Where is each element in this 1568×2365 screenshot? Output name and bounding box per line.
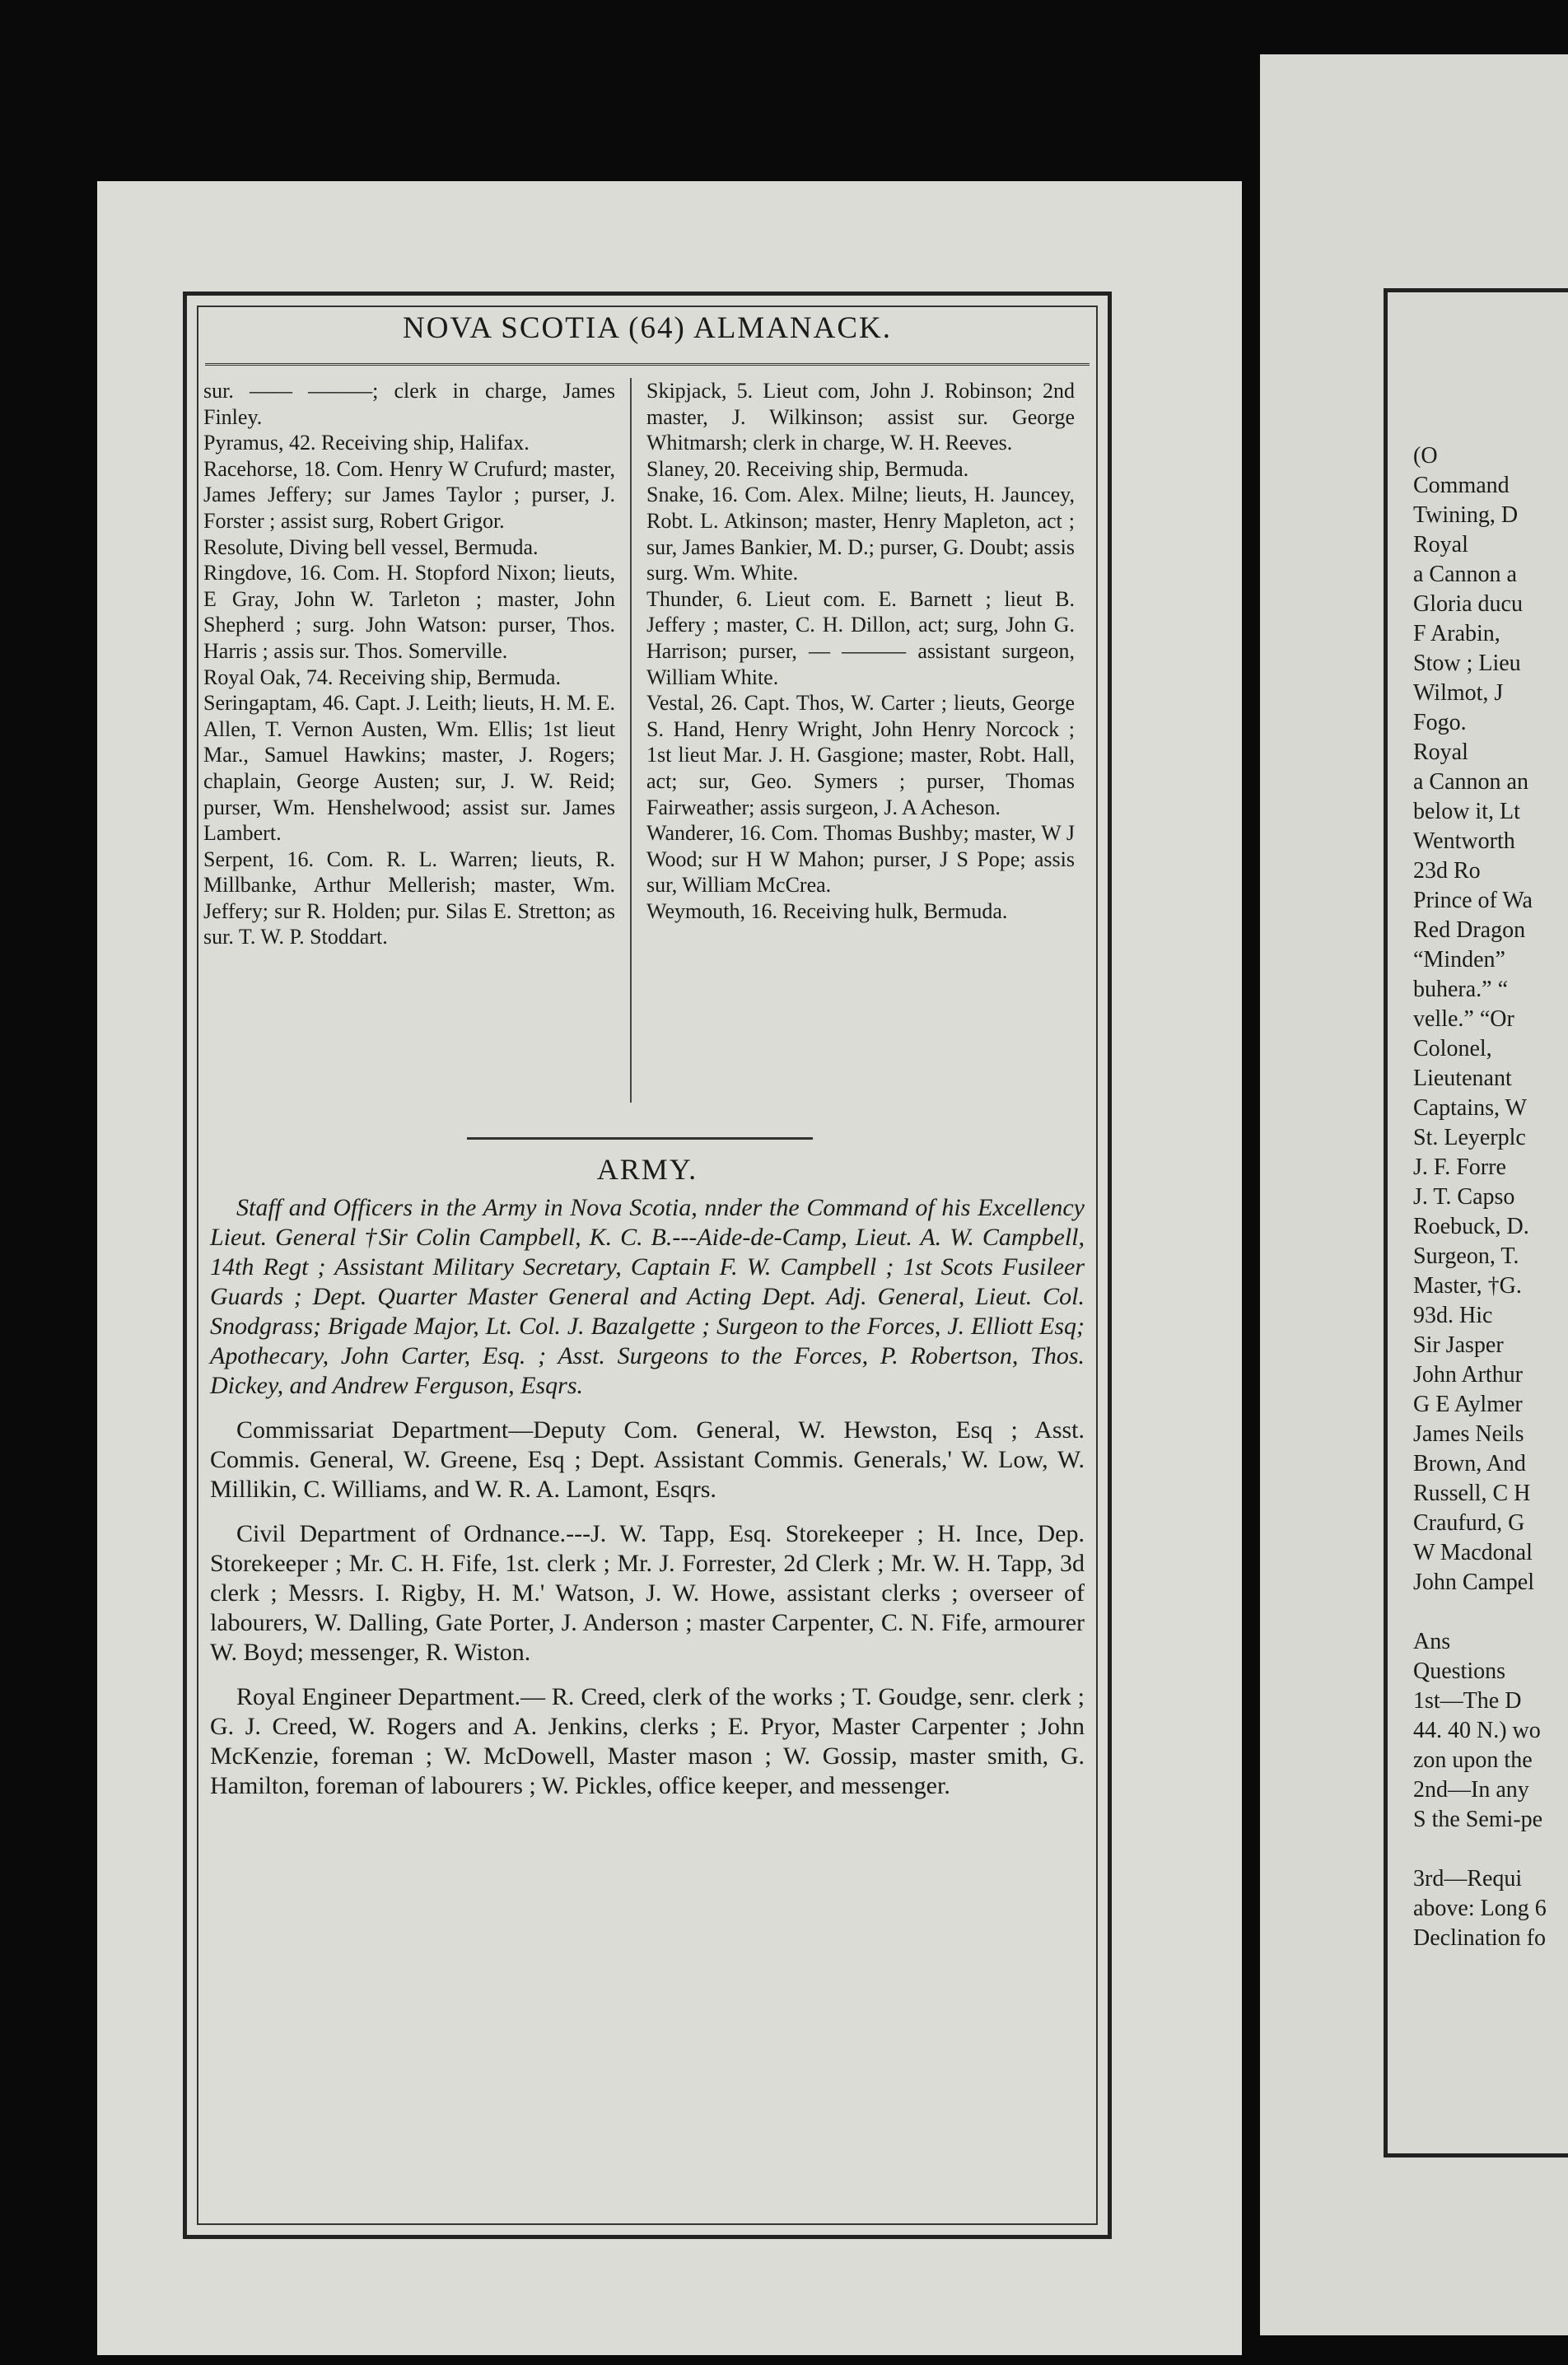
navy-entry: Seringaptam, 46. Capt. J. Leith; lieuts, H. M. E. Allen, T. Vernon Austen, Wm. Ellis; 1st lieut Mar., Samuel Hawkins; master, J. Rogers; chaplain, George Austen; sur, J. W. Reid; purser, Wm. Henshelwood; assist sur. James Lambert. [203, 691, 615, 846]
right-page-line: Red Dragon [1413, 917, 1526, 943]
right-page-line: zon upon the [1413, 1747, 1533, 1773]
right-page-line: John Arthur [1413, 1362, 1523, 1388]
right-page-line: J. T. Capso [1413, 1184, 1515, 1210]
navy-entry: Skipjack, 5. Lieut com, John J. Robinson; 2nd master, J. Wilkinson; assist sur. George Whitmarsh; clerk in charge, W. H. Reeves. [646, 379, 1075, 455]
page-header: NOVA SCOTIA (64) ALMANACK. [402, 311, 893, 345]
right-page-line: Surgeon, T. [1413, 1243, 1519, 1269]
right-page-text [1413, 441, 1568, 1953]
right-page-line: Gloria ducu [1413, 591, 1523, 617]
navy-entry: Slaney, 20. Receiving ship, Bermuda. [646, 456, 969, 481]
page-border [183, 292, 1112, 2239]
right-page-line: 23d Ro [1413, 858, 1481, 884]
navy-entry: Racehorse, 18. Com. Henry W Crufurd; master, James Jeffery; sur James Taylor ; purser, J. Forster ; assist surg, Robert Grigor. [203, 456, 615, 533]
navy-entry: Pyramus, 42. Receiving ship, Halifax. [203, 431, 530, 455]
right-page-line: John Campel [1413, 1570, 1534, 1595]
right-page-line: J. F. Forre [1413, 1155, 1506, 1180]
right-page-line [1413, 1598, 1568, 1627]
right-page-line: Craufurd, G [1413, 1510, 1525, 1536]
right-page-line: Brown, And [1413, 1451, 1526, 1476]
right-page-line: F Arabin, [1413, 621, 1500, 646]
navy-entry: sur. —— ———; clerk in charge, James Finley. [203, 379, 615, 429]
right-page-line: buhera.” “ [1413, 977, 1509, 1002]
navy-entry: Wanderer, 16. Com. Thomas Bushby; master, W J Wood; sur H W Mahon; purser, J S Pope; assis sur, William McCrea. [646, 821, 1075, 898]
navy-entry: Vestal, 26. Capt. Thos, W. Carter ; lieuts, George S. Hand, Henry Wright, John Henry Norcock ; 1st lieut Mar. J. H. Gasgione; master, Robt. Hall, act; sur, Geo. Symers ; purser, Thomas Fairweather; assis surgeon, J. A Acheson. [646, 691, 1075, 819]
right-page-line: Master, †G. [1413, 1273, 1522, 1299]
right-page-line: Russell, C H [1413, 1481, 1531, 1506]
right-page-line: Colonel, [1413, 1036, 1492, 1061]
right-page-line: Royal [1413, 532, 1468, 557]
right-page-line: “Minden” [1413, 947, 1505, 973]
right-page-line: Stow ; Lieu [1413, 651, 1521, 676]
right-page-line: above: Long 6 [1413, 1896, 1547, 1921]
navy-right-column [646, 378, 1075, 924]
engineer-paragraph: Royal Engineer Department.— R. Creed, clerk of the works ; T. Goudge, senr. clerk ; G. J. Creed, W. Rogers and A. Jenkins, clerks ; E. Pryor, Master Carpenter ; John McKenzie, foreman ; W. McDowell, Master mason ; W. Gossip, master smith, G. Hamilton, foreman of labourers ; W. Pickles, office keeper, and messenger. [210, 1683, 1085, 1799]
navy-entry: Ringdove, 16. Com. H. Stopford Nixon; lieuts, E Gray, John W. Tarleton ; master, John Shepherd ; surg. John Watson: purser, Thos. Harris ; assis sur. Thos. Somerville. [203, 561, 615, 663]
right-page-line: St. Leyerplc [1413, 1125, 1526, 1150]
right-page-line: Captains, W [1413, 1095, 1527, 1121]
navy-left-column [203, 378, 615, 950]
navy-entry: Resolute, Diving bell vessel, Bermuda. [203, 534, 539, 559]
right-page-line: Sir Jasper [1413, 1332, 1504, 1358]
right-page-line: Fogo. [1413, 710, 1467, 735]
right-page-line: Lieutenant [1413, 1066, 1512, 1091]
army-staff-paragraph: Staff and Officers in the Army in Nova Scotia, nnder the Command of his Excellency Lieut. General †Sir Colin Campbell, K. C. B.---Aide-de-Camp, Lieut. A. W. Campbell, 14th Regt ; Assistant Military Secretary, Captain F. W. Campbell ; 1st Scots Fusileer Guards ; Dept. Quarter Master General and Acting Dept. Adj. General, Lieut. Col. Snodgrass; Brigade Major, Lt. Col. J. Bazalgette ; Surgeon to the Forces, J. Elliott Esq; Apothecary, John Carter, Esq. ; Asst. Surgeons to the Forces, P. Robertson, Thos. Dickey, and Andrew Ferguson, Esqrs. [210, 1194, 1085, 1399]
right-page-line: 1st—The D [1413, 1688, 1522, 1714]
header-rule [205, 363, 1090, 366]
right-page-line: 44. 40 N.) wo [1413, 1718, 1541, 1743]
column-divider [630, 378, 632, 1103]
right-page [1260, 54, 1568, 2335]
right-page-line: below it, Lt [1413, 799, 1520, 824]
right-page-line: Roebuck, D. [1413, 1214, 1529, 1239]
right-page-line: James Neils [1413, 1421, 1524, 1447]
right-page-line: Questions [1413, 1658, 1505, 1684]
navy-columns [203, 378, 1091, 1119]
commissariat-paragraph: Commissariat Department—Deputy Com. General, W. Hewston, Esq ; Asst. Commis. General, W. Greene, Esq ; Dept. Assistant Commis. Generals,' W. Low, W. Millikin, C. Williams, and W. R. A. Lamont, Esqrs. [210, 1416, 1085, 1503]
right-page-line: velle.” “Or [1413, 1006, 1514, 1032]
navy-entry: Snake, 16. Com. Alex. Milne; lieuts, H. Jauncey, Robt. L. Atkinson; master, Henry Mapleton, act ; sur, James Bankier, M. D.; purser, G. Doubt; assis surg. Wm. White. [646, 483, 1075, 585]
right-page-line: a Cannon a [1413, 562, 1517, 587]
right-page-line: Wentworth [1413, 828, 1515, 854]
right-page-line: 3rd—Requi [1413, 1866, 1523, 1892]
navy-entry: Royal Oak, 74. Receiving ship, Bermuda. [203, 665, 561, 689]
right-page-line: G E Aylmer [1413, 1392, 1523, 1417]
left-page [97, 181, 1242, 2355]
right-page-line: Royal [1413, 739, 1468, 765]
right-page-line: Wilmot, J [1413, 680, 1504, 706]
navy-entry: Weymouth, 16. Receiving hulk, Bermuda. [646, 898, 1008, 923]
right-page-line: W Macdonal [1413, 1540, 1533, 1565]
navy-entry: Serpent, 16. Com. R. L. Warren; lieuts, R. Millbanke, Arthur Mellerish; master, Wm. Jeffery; sur R. Holden; pur. Silas E. Stretton; as sur. T. W. P. Stoddart. [203, 847, 615, 949]
army-heading: ARMY. [596, 1153, 698, 1186]
right-page-line: Ans [1413, 1629, 1451, 1654]
right-page-line: Prince of Wa [1413, 888, 1533, 913]
right-page-line: Twining, D [1413, 502, 1519, 528]
right-page-line: (O [1413, 443, 1438, 469]
ordnance-paragraph: Civil Department of Ordnance.---J. W. Tapp, Esq. Storekeeper ; H. Ince, Dep. Storekeeper ; Mr. C. H. Fife, 1st. clerk ; Mr. J. Forrester, 2d Clerk ; Mr. W. H. Tapp, 3d clerk ; Messrs. I. Rigby, H. M.' Watson, J. W. Howe, assistant clerks ; overseer of labourers, W. Dalling, Gate Porter, J. Anderson ; master Carpenter, C. N. Fife, armourer W. Boyd; messenger, R. Wiston. [210, 1520, 1085, 1666]
right-page-line: 2nd—In any [1413, 1777, 1529, 1803]
right-page-line: 93d. Hic [1413, 1303, 1493, 1328]
right-page-line [1413, 1835, 1568, 1864]
right-page-line: a Cannon an [1413, 769, 1528, 795]
navy-entry: Thunder, 6. Lieut com. E. Barnett ; lieut B. Jeffery ; master, C. H. Dillon, act; surg, John G. Harrison; purser, — ——— assistant surgeon, William White. [646, 586, 1075, 689]
right-page-line: Command [1413, 473, 1510, 498]
right-page-line: S the Semi-pe [1413, 1807, 1543, 1832]
army-rule [467, 1137, 813, 1140]
right-page-line: Declination fo [1413, 1925, 1546, 1951]
army-section [210, 1193, 1085, 1816]
